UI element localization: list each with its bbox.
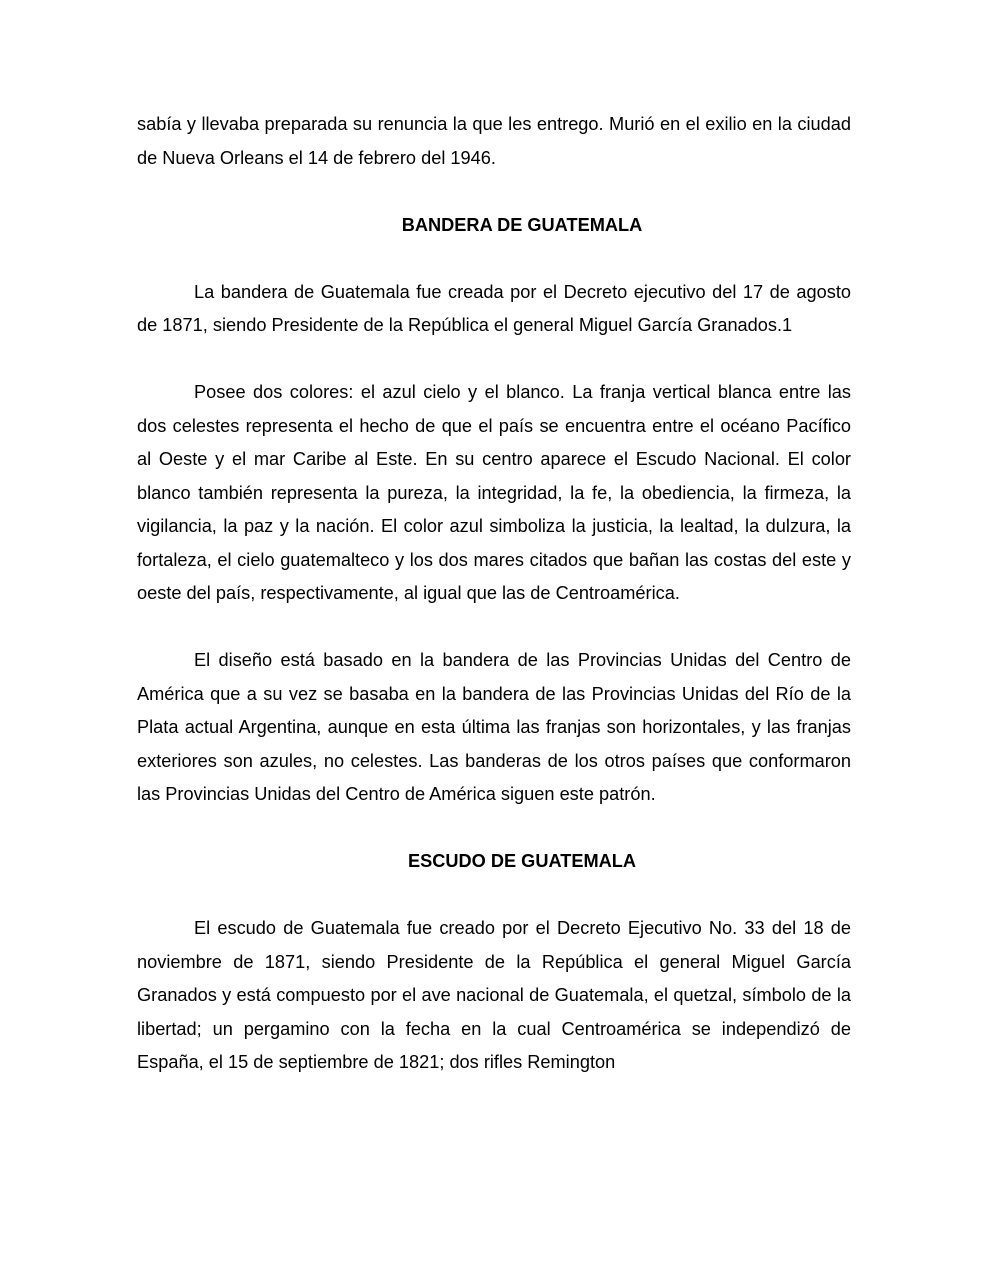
heading-escudo: ESCUDO DE GUATEMALA — [407, 851, 637, 871]
heading-bandera: BANDERA DE GUATEMALA — [401, 214, 643, 235]
document-body — [137, 108, 851, 1080]
paragraph-intro: sabía y llevaba preparada su renuncia la que les entrego. Murió en el exilio en la ciudad de Nueva Orleans el 14 de febrero del 1946. — [137, 114, 851, 168]
paragraph-escudo-creation: El escudo de Guatemala fue creado por el Decreto Ejecutivo No. 33 del 18 de noviembre de 1871, siendo Presidente de la República el general Miguel García Granados y está compuesto por el ave nacional de Guatemala, el quetzal, símbolo de la libertad; un pergamino con la fecha en la cual Centroamérica se independizó de España, el 15 de septiembre de 1821; dos rifles Remington — [137, 918, 851, 1072]
paragraph-bandera-colors: Posee dos colores: el azul cielo y el blanco. La franja vertical blanca entre las dos celestes representa el hecho de que el país se encuentra entre el océano Pacífico al Oeste y el mar Caribe al Este. En su centro aparece el Escudo Nacional. El color blanco también representa la pureza, la integridad, la fe, la obediencia, la firmeza, la vigilancia, la paz y la nación. El color azul simboliza la justicia, la lealtad, la dulzura, la fortaleza, el cielo guatemalteco y los dos mares citados que bañan las costas del este y oeste del país, respectivamente, al igual que las de Centroamérica. — [137, 382, 851, 603]
paragraph-bandera-creation: La bandera de Guatemala fue creada por el Decreto ejecutivo del 17 de agosto de 1871, siendo Presidente de la República el general Miguel García Granados.1 — [137, 281, 851, 335]
paragraph-bandera-design: El diseño está basado en la bandera de las Provincias Unidas del Centro de América que a su vez se basaba en la bandera de las Provincias Unidas del Río de la Plata actual Argentina, aunque en esta última las franjas son horizontales, y las franjas exteriores son azules, no celestes. Las banderas de los otros países que conformaron las Provincias Unidas del Centro de América siguen este patrón. — [137, 650, 851, 804]
